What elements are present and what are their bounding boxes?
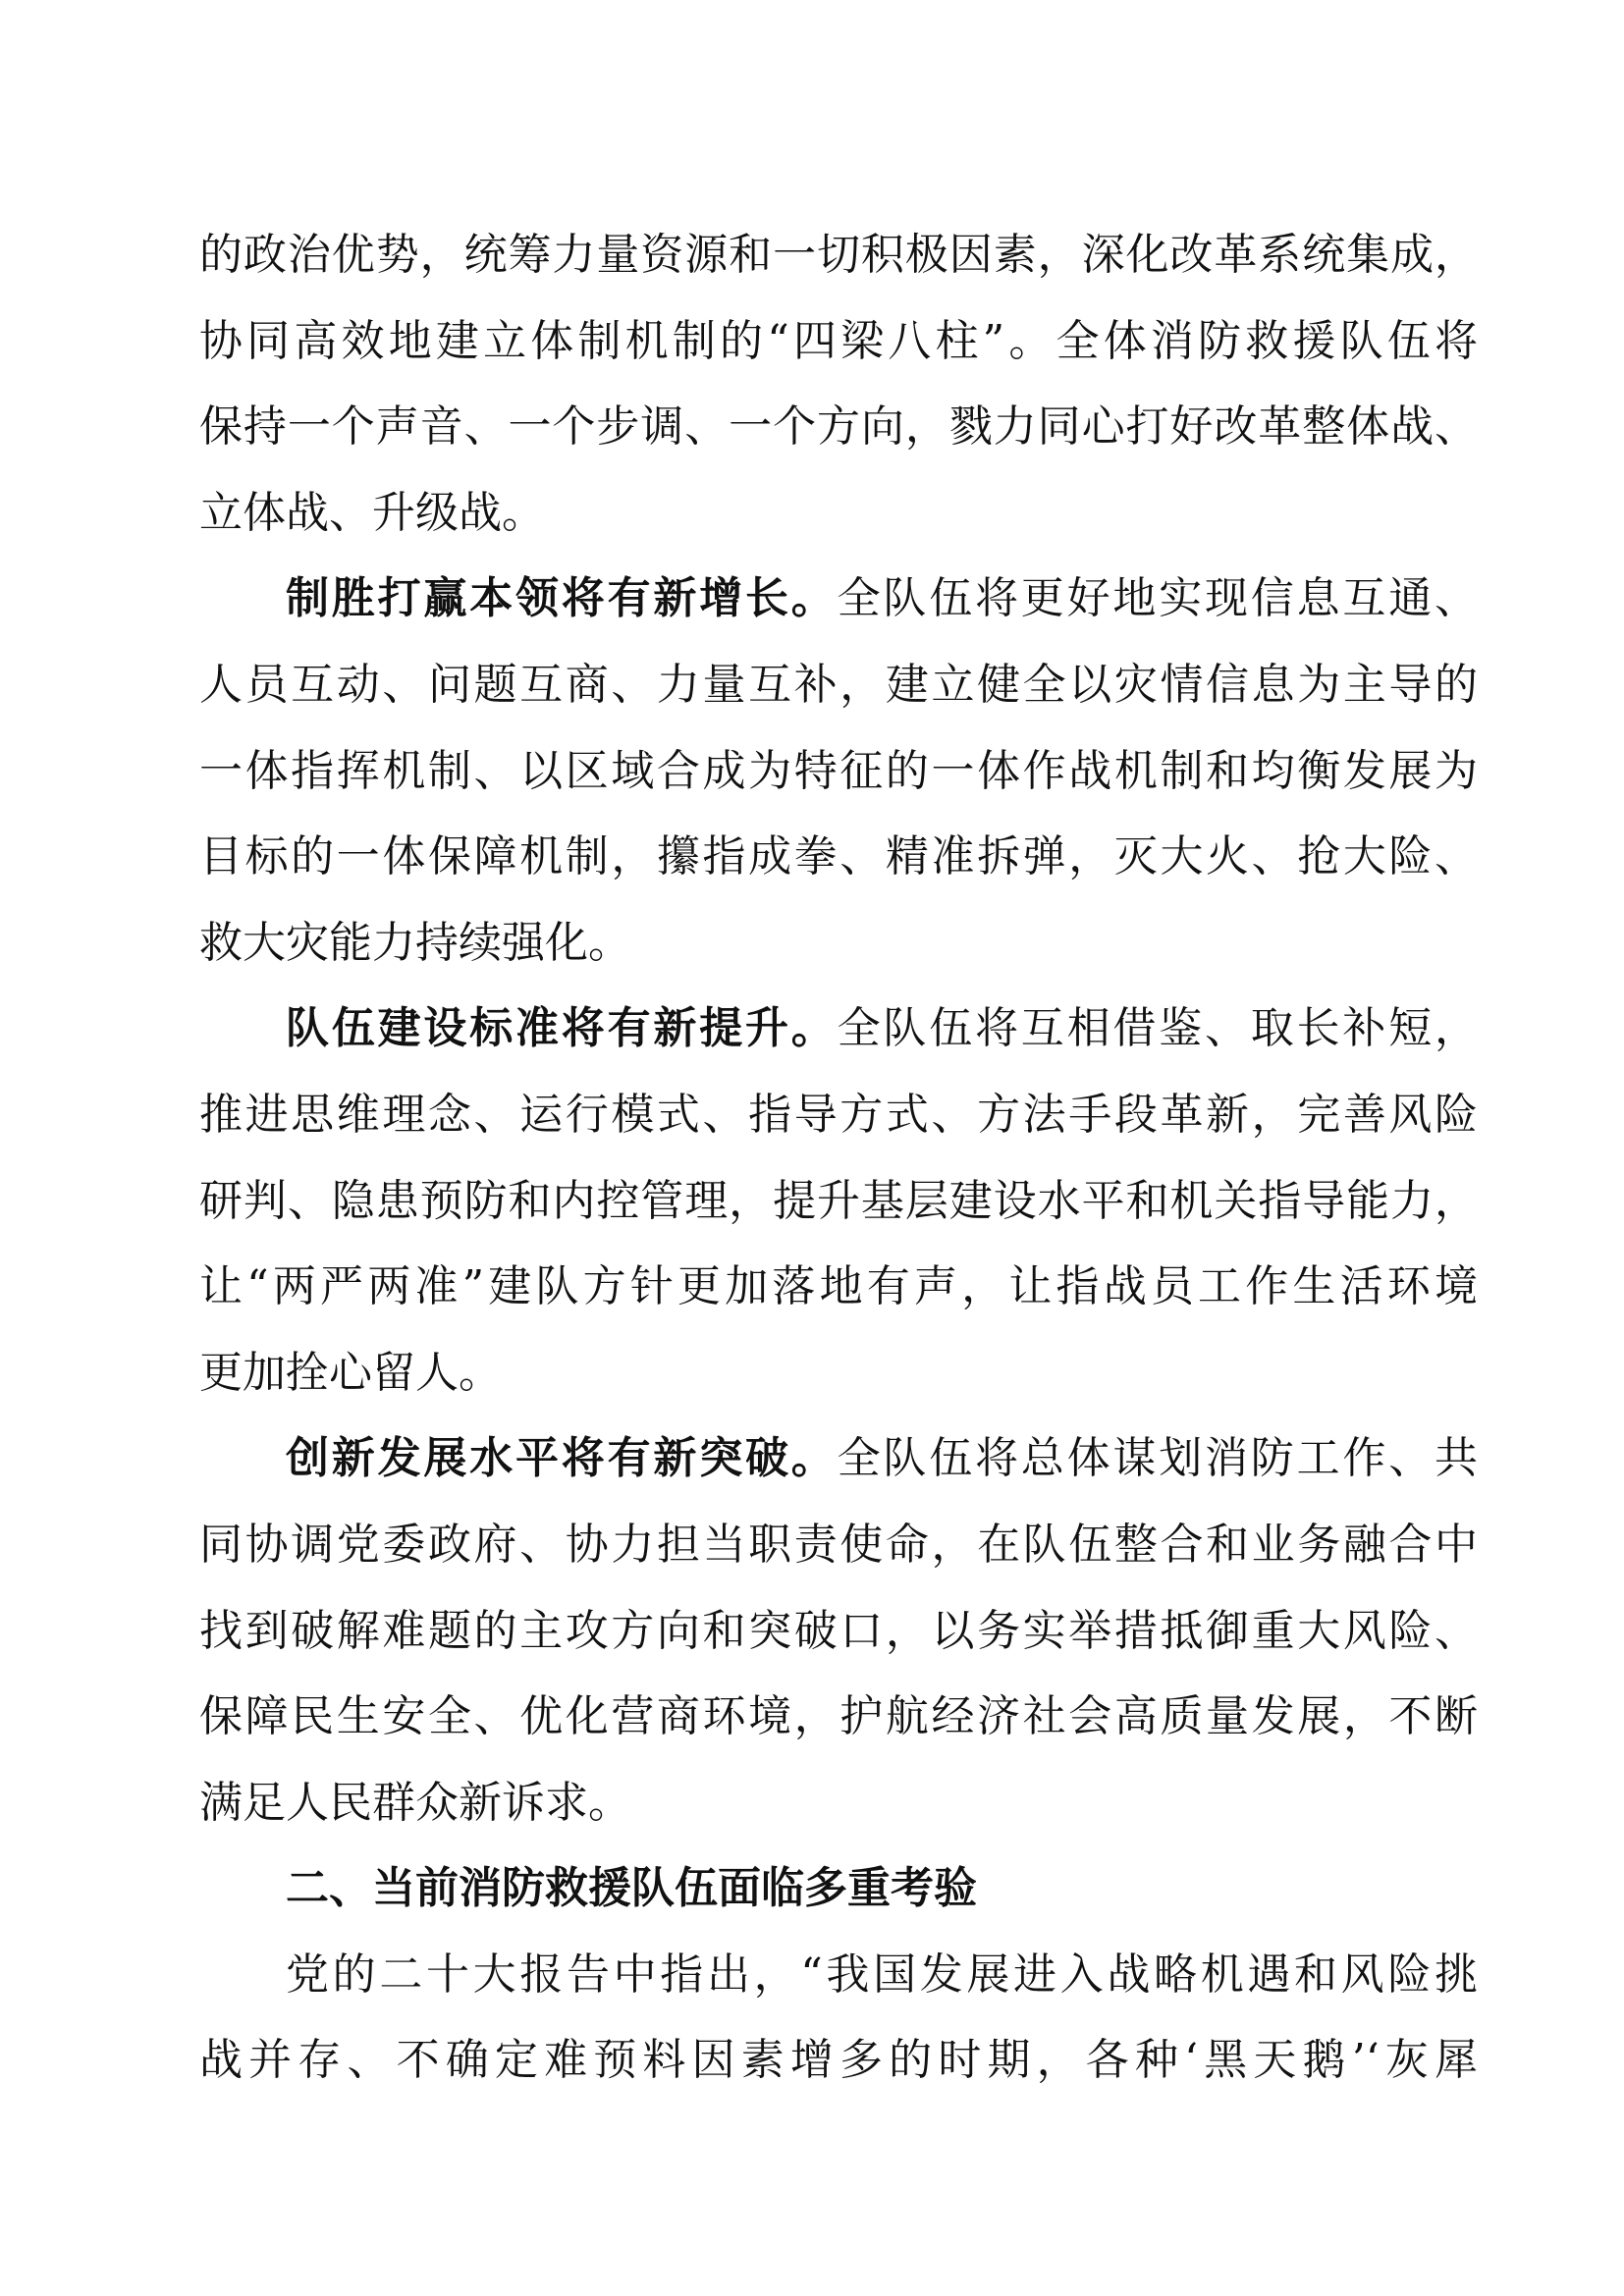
line-text: 立体战、升级战。 (199, 487, 545, 538)
line-text: 研判、隐患预防和内控管理，提升基层建设水平和机关指导能力， (199, 1175, 1478, 1226)
paragraph-lead-phrase: 创新发展水平将有新突破。 (286, 1433, 838, 1484)
line-text: 二、当前消防救援队伍面临多重考验 (286, 1863, 977, 1914)
text-line (199, 728, 1478, 815)
text-line (199, 1760, 1478, 1846)
text-line (199, 900, 1478, 987)
text-line (199, 1415, 1478, 1502)
line-text: 一体指挥机制、以区域合成为特征的一体作战机制和均衡发展为 (199, 745, 1478, 796)
text-line (199, 384, 1478, 470)
text-line (199, 1845, 1478, 1932)
line-text: 的政治优势，统筹力量资源和一切积极因素，深化改革系统集成， (199, 230, 1478, 280)
text-line (199, 470, 1478, 557)
line-text: 人员互动、问题互商、力量互补，建立健全以灾情信息为主导的 (199, 659, 1478, 710)
line-text: 全队伍将总体谋划消防工作、共 (837, 1433, 1479, 1484)
line-text: 救大灾能力持续强化。 (199, 917, 631, 968)
line-text: 推进思维理念、运行模式、指导方式、方法手段革新，完善风险 (199, 1089, 1478, 1140)
paragraph (199, 986, 1478, 1415)
paragraph-lead-phrase: 制胜打赢本领将有新增长。 (286, 573, 838, 624)
paragraph (199, 212, 1478, 556)
paragraph (199, 556, 1478, 986)
text-line (199, 556, 1478, 642)
text-line (199, 1158, 1478, 1245)
text-line (199, 1932, 1478, 2018)
text-line (199, 1674, 1478, 1760)
line-text: 协同高效地建立体制机制的“四梁八柱”。全体消防救援队伍将 (199, 315, 1478, 366)
text-line (199, 1588, 1478, 1675)
line-text: 找到破解难题的主攻方向和突破口，以务实举措抵御重大风险、 (199, 1605, 1478, 1656)
paragraph (199, 1415, 1478, 1845)
paragraph-lead-phrase: 队伍建设标准将有新提升。 (286, 1003, 838, 1054)
text-line (199, 642, 1478, 728)
line-text: 更加拴心留人。 (199, 1347, 502, 1398)
text-line (199, 986, 1478, 1072)
section-heading (199, 1845, 1478, 1932)
text-line (199, 2017, 1478, 2104)
line-text: 同协调党委政府、协力担当职责使命，在队伍整合和业务融合中 (199, 1519, 1478, 1570)
line-text: 满足人民群众新诉求。 (199, 1777, 631, 1828)
text-line (199, 298, 1478, 385)
line-text: 保持一个声音、一个步调、一个方向，戮力同心打好改革整体战、 (199, 401, 1478, 453)
text-line (199, 1072, 1478, 1158)
line-text: 目标的一体保障机制，攥指成拳、精准拆弹，灭大火、抢大险、 (199, 831, 1478, 882)
text-line (199, 814, 1478, 900)
text-line (199, 212, 1478, 298)
text-line (199, 1244, 1478, 1330)
line-text: 党的二十大报告中指出，“我国发展进入战略机遇和风险挑 (286, 1949, 1478, 2000)
line-text: 战并存、不确定难预料因素增多的时期，各种‘黑天鹅’‘灰犀 (199, 2035, 1478, 2086)
document-page (199, 212, 1478, 2104)
line-text: 全队伍将更好地实现信息互通、 (837, 573, 1479, 624)
line-text: 让“两严两准”建队方针更加落地有声，让指战员工作生活环境 (199, 1261, 1478, 1312)
text-line (199, 1330, 1478, 1416)
line-text: 保障民生安全、优化营商环境，护航经济社会高质量发展，不断 (199, 1691, 1478, 1742)
paragraph (199, 1932, 1478, 2104)
text-line (199, 1502, 1478, 1588)
line-text: 全队伍将互相借鉴、取长补短， (837, 1003, 1479, 1054)
